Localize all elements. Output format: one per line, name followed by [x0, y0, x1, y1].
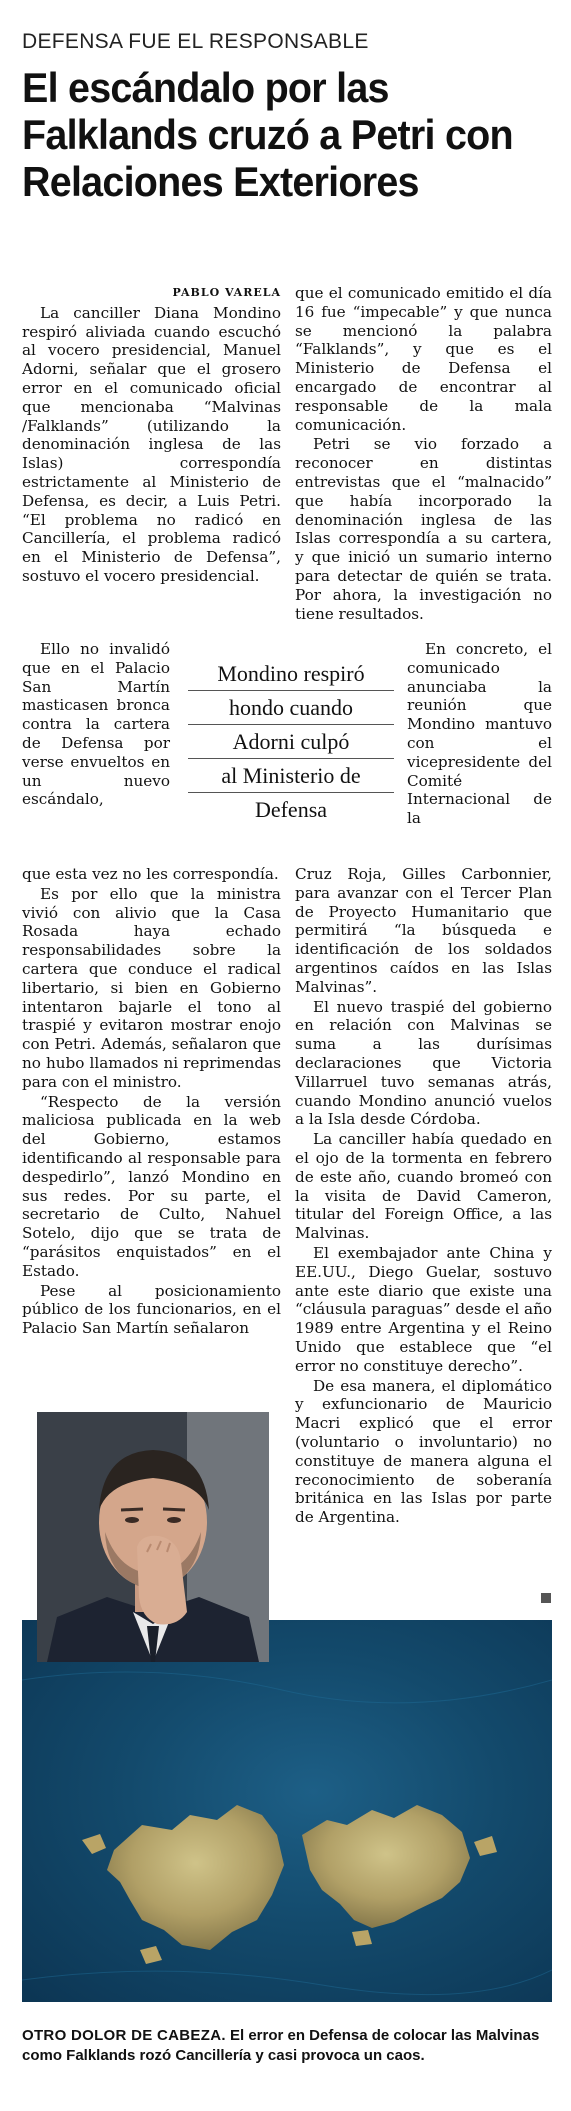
paragraph: que esta vez no les correspondía. [22, 865, 279, 883]
pull-quote-line: al Ministerio de [188, 762, 394, 793]
byline: PABLO VARELA [172, 286, 281, 299]
falklands-islands-shape [22, 1620, 552, 2002]
end-mark-icon [541, 1593, 551, 1603]
article-column-left-bottom [22, 865, 281, 1339]
paragraph: El nuevo traspié del gobierno en relación con Malvinas se suma a las durísimas declaraciones que Victoria Villarruel tuvo semanas atrás, cuando Mondino anunció vuelos a la Isla desde Córdoba. [295, 997, 552, 1129]
caption-text: El error en Defensa de colocar las Malvinas como Falklands rozó Cancillería y casi provoca un caos. [22, 2027, 540, 2064]
article-headline: El escándalo por las Falklands cruzó a Petri con Relaciones Exteriores [22, 64, 513, 205]
paragraph: La canciller Diana Mondino respiró aliviada cuando escuchó al vocero presidencial, Manuel Adorni, señalar que el grosero error en el comunicado oficial que mencionaba “Malvinas /Falklands” (utilizando la denominación inglesa de las Islas) correspondía estrictamente al Ministerio de Defensa, es decir, a Luis Petri. “El problema no radicó en Cancillería, el problema radicó en el Ministerio de Defensa”, sostuvo el vocero presidencial. [22, 303, 281, 585]
paragraph: Ello no invalidó que en el Palacio San Martín masticasen bronca contra la cartera de Defensa por verse envueltos en un nuevo escándalo, [22, 640, 170, 809]
portrait-man-icon [37, 1412, 269, 1662]
article-column-right-top [295, 284, 552, 624]
paragraph: En concreto, el comunicado anunciaba la reunión que Mondino mantuvo con el vicepresidente del Comité Internacional de la [407, 640, 552, 828]
pull-quote-line: Defensa [254, 797, 328, 822]
paragraph: Pese al posicionamiento público de los funcionarios, en el Palacio San Martín señalaron [22, 1281, 281, 1338]
photo-caption [22, 2026, 557, 2065]
paragraph: “Respecto de la versión maliciosa publicada en la web del Gobierno, estamos identificando al responsable para despedirlo”, lanzó Mondino en sus redes. Por su parte, el secretario de Culto, Nahuel Sotelo, dijo que se trata de “parásitos enquistados” en el Estado. [22, 1092, 281, 1280]
paragraph: El exembajador ante China y EE.UU., Diego Guelar, sostuvo ante este diario que existe una “cláusula paraguas” desde el año 1989 entre Argentina y el Reino Unido que establece que “el error no constituye derecho”. [295, 1243, 553, 1375]
article-kicker: DEFENSA FUE EL RESPONSABLE [22, 30, 369, 53]
caption-lead: OTRO DOLOR DE CABEZA. [22, 2027, 226, 2044]
pull-quote [188, 660, 394, 829]
pull-quote-line: Mondino respiró [188, 660, 394, 691]
paragraph: La canciller había quedado en el ojo de la tormenta en febrero de este año, cuando bromeó con la visita de David Cameron, titular del Foreign Office, a las Malvinas. [295, 1130, 552, 1243]
wrap-left [22, 640, 170, 809]
paragraph: Es por ello que la ministra vivió con alivio que la Casa Rosada haya echado responsabilidades sobre la cartera que conduce el radical libertario, si bien en Gobierno intentaron bajarle el tono al traspié y evitaron mostrar enojo con Petri. Además, señalaron que no hubo llamados ni reprimendas para con el ministro. [22, 884, 281, 1091]
paragraph: Petri se vio forzado a reconocer en distintas entrevistas que el “malnacido” que había incorporado la denominación inglesa de las Islas correspondía a su cartera, y que inició un sumario interno para detectar de quién se trata. Por ahora, la investigación no tiene resultados. [295, 435, 552, 623]
paragraph: De esa manera, el diplomático y exfuncionario de Mauricio Macri explicó que el error (voluntario o involuntario) no constituye de manera alguna el reconocimiento de soberanía británica en las Islas por parte de Argentina. [295, 1376, 552, 1527]
wrap-right [407, 640, 552, 828]
portrait-photo [37, 1412, 269, 1662]
paragraph: que el comunicado emitido el día 16 fue “impecable” y que nunca se mencionó la palabra “Falklands”, y que es el Ministerio de Defensa el encargado de encontrar al responsable de la mala comunicación. [295, 284, 552, 434]
falklands-map-image [22, 1620, 552, 2002]
article-column-right-bottom [295, 865, 552, 1528]
pull-quote-line: Adorni culpó [188, 728, 394, 759]
pull-quote-line: hondo cuando [188, 694, 394, 725]
article-column-left-top [22, 284, 281, 587]
paragraph: Cruz Roja, Gilles Carbonnier, para avanzar con el Tercer Plan de Proyecto Humanitario que permitirá “la búsqueda e identificación de los soldados argentinos caídos en las Islas Malvinas”. [295, 865, 552, 996]
